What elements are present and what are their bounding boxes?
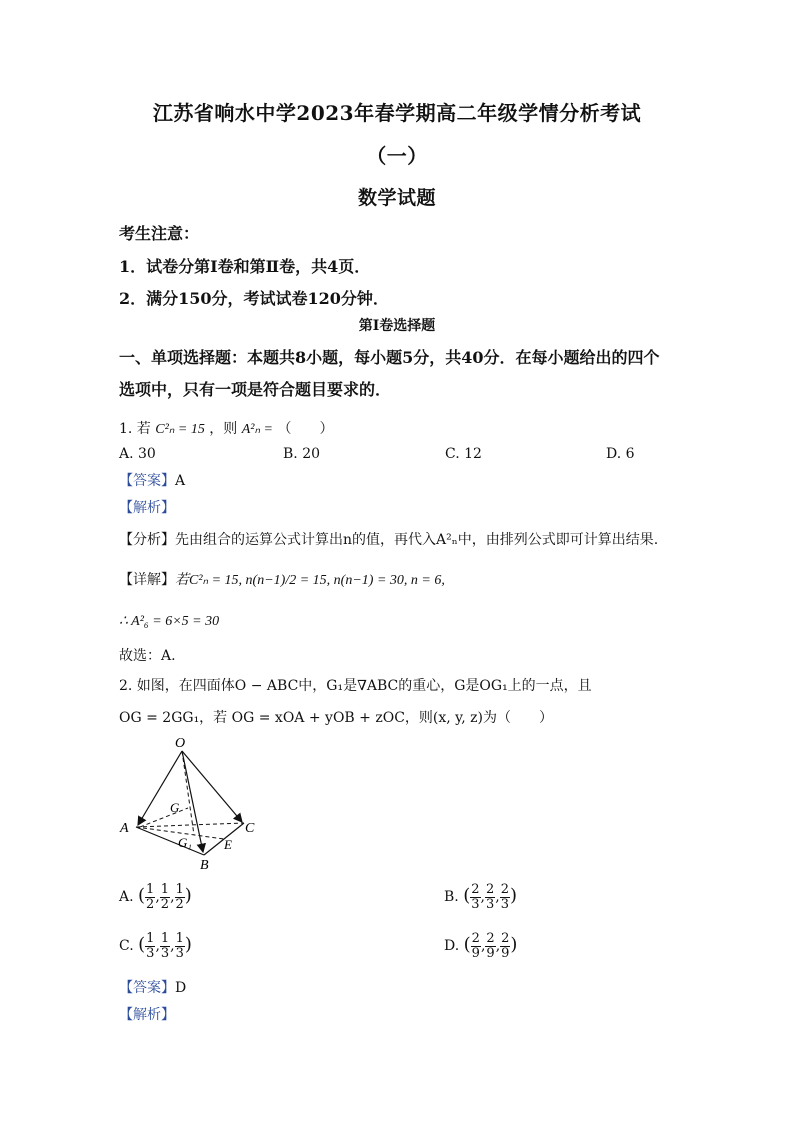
edge-ab (136, 827, 204, 855)
notice-item-2: 2．满分150分，考试试卷120分钟． (119, 289, 389, 308)
q1-stem (119, 418, 333, 438)
answer-value: D (175, 980, 187, 996)
section-instruction-line-1: 一、单项选择题：本题共8小题，每小题5分，共40分．在每小题给出的四个 (119, 348, 660, 367)
q2-option-c: C. ( $\frac{1}{3}$ , $\frac{1}{3}$ , $\frac{1}{3}$ ) (119, 931, 192, 961)
label-a: A (120, 821, 129, 836)
q1-conclusion: 故选：A. (119, 648, 176, 664)
q2-option-b: B. ( $\frac{2}{3}$ , $\frac{2}{3}$ , $\frac{2}{3}$ ) (444, 882, 518, 912)
q1-option-a: A. 30 (119, 446, 156, 462)
answer-tag: 【答案】 (119, 473, 175, 489)
q1-option-c: C. 12 (445, 446, 482, 462)
q2-option-d: D. ( $\frac{2}{9}$ , $\frac{2}{9}$ , $\frac{2}{9}$ ) (444, 931, 518, 961)
edge-ac-hidden (136, 823, 244, 827)
q1-therefore: ∴ A²₆ = 6×5 = 30 (119, 614, 220, 629)
q2-stem-line-1: 2. 如图，在四面体O − ABC中，G₁是∇ABC的重心，G是OG₁上的一点，且 (119, 678, 592, 694)
segment-ag (140, 808, 188, 827)
exam-title-part: （一） (366, 144, 428, 168)
q1-fenxi (119, 529, 658, 549)
label-b: B (200, 858, 209, 873)
q1-option-d: D. 6 (606, 446, 635, 462)
notice-item-1: 1．试卷分第Ⅰ卷和第Ⅱ卷，共4页． (119, 257, 371, 276)
q1-stem-prefix: 1. 若 (119, 421, 151, 437)
q2-answer (119, 977, 186, 997)
notice-heading: 考生注意： (119, 224, 200, 243)
q1-answer (119, 470, 185, 490)
subject-title: 数学试题 (357, 187, 436, 209)
q2-option-a: A. ( $\frac{1}{2}$ , $\frac{1}{2}$ , $\frac{1}{2}$ ) (119, 882, 192, 912)
xiangjie-text: 若C²ₙ = 15, n(n−1)/2 = 15, n(n−1) = 30, n = 6, (175, 573, 445, 588)
fenxi-tag: 【分析】 (119, 532, 175, 548)
q1-analysis-tag: 【解析】 (119, 500, 175, 516)
q1-stem-mid: ，则 (209, 421, 238, 437)
part-title: 第Ⅰ卷选择题 (358, 318, 436, 334)
fenxi-text: 先由组合的运算公式计算出n的值，再代入A²ₙ中，由排列公式即可计算出结果. (175, 532, 659, 548)
label-g1: G₁ (178, 835, 192, 850)
q1-xiangjie (119, 569, 445, 589)
tetrahedron-figure (112, 735, 272, 875)
q2-stem-line-2: OG = 2GG₁，若 OG = xOA + yOB + zOC，则(x, y, z)为（ ） (119, 710, 553, 726)
exam-title: 江苏省响水中学2023年春学期高二年级学情分析考试 (152, 101, 642, 125)
label-o: O (175, 736, 186, 751)
q1-stem-blank: （ ） (277, 421, 334, 437)
q1-option-b: B. 20 (283, 446, 321, 462)
label-g: G (170, 800, 180, 815)
edge-oc (182, 751, 242, 822)
q1-stem-condition: C²ₙ = 15 (155, 422, 205, 437)
answer-tag: 【答案】 (119, 980, 175, 996)
q2-analysis-tag: 【解析】 (119, 1007, 175, 1023)
answer-value: A (175, 473, 186, 489)
label-c: C (245, 821, 255, 836)
q1-stem-ask: A²ₙ = (241, 422, 274, 437)
label-e: E (224, 837, 232, 852)
xiangjie-tag: 【详解】 (119, 572, 175, 588)
section-instruction-line-2: 选项中，只有一项是符合题目要求的． (119, 380, 392, 399)
